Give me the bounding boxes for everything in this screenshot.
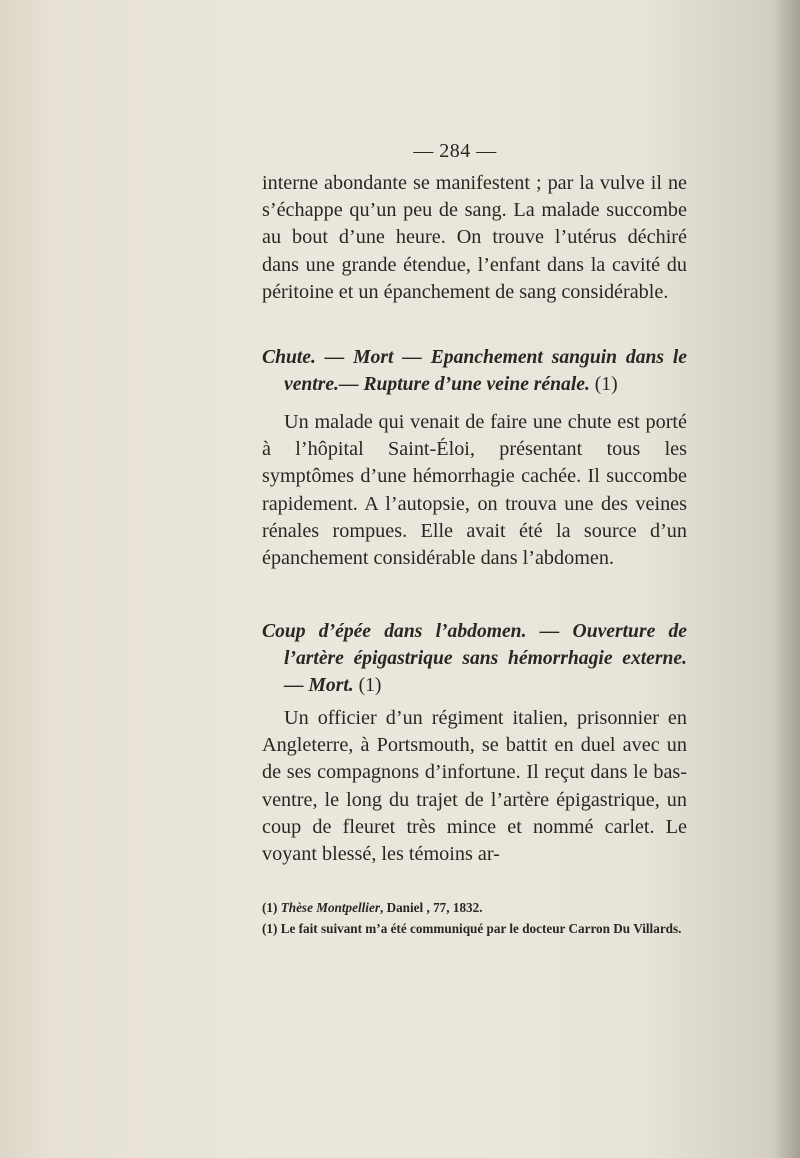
footnote-text: , Daniel , 77, 1832. [379,900,483,915]
footnote-title: Thèse Montpellier [280,900,380,915]
footnote-ref: (1) [594,374,618,395]
footnote-text: Le fait suivant m’a été communiqué par le docteur Carron Du Villards. [280,921,682,936]
case-body-2 [262,705,687,868]
paragraph: Un officier d’un régiment italien, prisonnier en Angleterre, à Portsmouth, se battit en duel avec un de ses compagnons d’infortune. Il reçut dans le bas-ventre, le long du trajet de l’artère épigastrique, un coup de fleuret très mince et nommé carlet. Le voyant blessé, les témoins ar- [262,707,687,866]
footnotes [262,897,687,939]
page-number: — 284 — [413,140,497,162]
paragraph-continued: interne abondante se manifestent ; par la vulve il ne s’échappe qu’un peu de sang. La malade succombe au bout d’une heure. On trouve l’utérus déchiré dans une grande étendue, l’enfant dans la cavité du péritoine et un épanchement de sang considérable. [262,172,687,303]
footnote-marker: (1) [262,900,278,915]
body-text [262,170,687,306]
case-heading [262,344,687,398]
case-body-1 [262,409,687,572]
footnote-2 [262,918,687,939]
case-heading-text: Chute. — Mort — Epanchement sanguin dans le ventre.— Rupture d’une veine rénale. [262,347,687,395]
footnote-marker: (1) [262,921,278,936]
case-heading-2 [262,618,687,699]
case-heading-1 [262,344,687,398]
case-heading-text: Coup d’épée dans l’abdomen. — Ouverture de l’artère épigastrique sans hémorrhagie externe. — Mort. [262,621,687,696]
footnote-1 [262,897,687,918]
page-edge-shadow [770,0,800,1158]
footnote-ref: (1) [358,675,382,696]
case-heading [262,618,687,699]
paragraph: Un malade qui venait de faire une chute est porté à l’hôpital Saint-Éloi, présentant tous les symptômes d’une hémorrhagie cachée. Il succombe rapidement. A l’autopsie, on trouva une des veines rénales rompues. Elle avait été la source d’un épanchement considérable dans l’abdomen. [262,411,687,570]
